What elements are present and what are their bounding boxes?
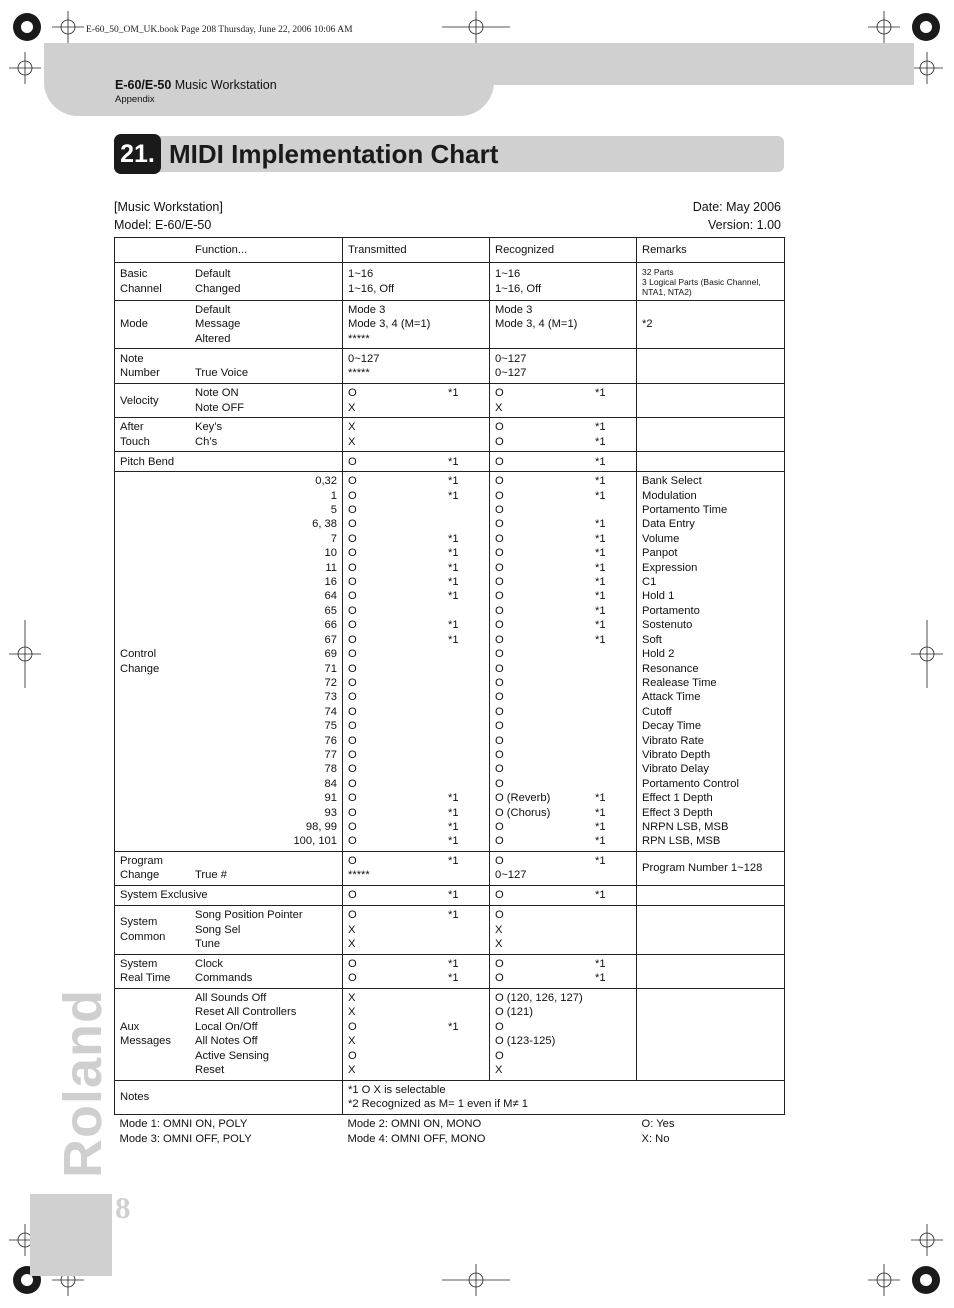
crosshair-icon (442, 11, 510, 43)
table-row: Note Number True Voice 0~127 ***** 0~127 0~127 (115, 349, 785, 384)
control-change-row: Control Change 0,32 1 5 6, 38 7 10 11 16 64 65 66 67 69 71 72 73 74 75 76 77 78 84 91 93 98, 99 100, 101 O O O O O O O O O O O O O O O O O O O O O O O O O O *1 *1 *1 *1 *1 *1 *1 *1 *1 *1 *1 *1 *1 O O O O O O O O O O O O O O O O O O O O O O O (Reverb) O (Chorus) O O *1 *1 *1 *1 *1 *1 *1 *1 *1 *1 *1 *1 *1 *1 *1 Bank Select Modulation Portamento Time Data Entry Volume Panpot Expression C1 Hold 1 Portamento Sostenuto Soft Hold 2 Resonance Realease Time Attack Time Cutoff Decay Time Vibrato Rate Vibrato Depth Vibrato Delay Portamento Control Effect 1 Depth Effect 3 Depth NRPN LSB, MSB RPN LSB, MSB (115, 472, 785, 852)
table-row: Aux Messages All Sounds Off Reset All Controllers Local On/Off All Notes Off Active Sensing Reset X X O X O X *1 O (120, 126, 127) O (121) O O (123-125) O X (115, 988, 785, 1080)
table-row: System Common Song Position Pointer Song Sel Tune O X X *1 O X X (115, 905, 785, 954)
cc-tx-cell: O (348, 532, 357, 545)
crosshair-icon (9, 620, 41, 688)
table-row: System Real Time Clock Commands O O *1 *1 O O *1 *1 (115, 954, 785, 988)
cc-txn-cell: *1 (448, 532, 459, 545)
cc-rxn-cell (595, 748, 631, 762)
cc-rem-cell: RPN LSB, MSB (642, 835, 721, 848)
cc-rx-cell: O (495, 489, 504, 502)
cc-tx-cell: O (348, 648, 357, 661)
cc-rx-cell: O (495, 633, 504, 646)
col-transmitted: Transmitted (343, 238, 490, 263)
cc-tx-cell: O (348, 489, 357, 502)
cc-num-cell: 10 (324, 547, 337, 560)
table-row: Basic Channel Default Changed 1~16 1~16, Off 1~16 1~16, Off 32 Parts 3 Logical Parts (Basic Channel, NTA1, NTA2) (115, 263, 785, 301)
cc-rxn-cell (595, 676, 631, 690)
page-number: 208 (80, 1190, 133, 1225)
cc-num-cell: 66 (324, 619, 337, 632)
cc-rx-cell: O (495, 604, 504, 617)
cc-rem-cell: Hold 2 (642, 648, 675, 661)
cc-num-cell: 65 (324, 604, 337, 617)
cc-tx-cell: O (348, 547, 357, 560)
cc-num-cell: 75 (324, 720, 337, 733)
meta-model: Model: E-60/E-50 (114, 218, 212, 232)
crosshair-icon (911, 1224, 943, 1256)
cc-rem-cell: Expression (642, 561, 698, 574)
cc-rxn-cell: *1 (595, 792, 606, 805)
cc-rx-cell: O (495, 720, 504, 733)
cc-num-cell: 73 (324, 691, 337, 704)
cc-rem-cell: Portamento (642, 604, 700, 617)
cc-num-cell: 100, 101 (293, 835, 337, 848)
meta-version: Version: 1.00 (708, 218, 781, 232)
cc-rxn-cell (595, 762, 631, 776)
cc-rx-cell: O (495, 619, 504, 632)
cc-tx-cell: O (348, 734, 357, 747)
cc-num-cell: 77 (324, 748, 337, 761)
cc-rxn-cell: *1 (595, 633, 606, 646)
cc-rx-cell: O (495, 734, 504, 747)
cc-tx-cell: O (348, 561, 357, 574)
cc-rem-cell: Data Entry (642, 518, 695, 531)
cc-rxn-cell: *1 (595, 835, 606, 848)
cc-rxn-cell: *1 (595, 604, 606, 617)
cc-txn-cell: *1 (448, 633, 459, 646)
table-row: After Touch Key’s Ch’s X X O O *1 *1 (115, 418, 785, 452)
table-row: System Exclusive O *1 O *1 (115, 885, 785, 905)
cc-rem-cell: C1 (642, 576, 657, 589)
cc-txn-cell: *1 (448, 835, 459, 848)
cc-txn-cell: *1 (448, 792, 459, 805)
cc-txn-cell (448, 690, 484, 704)
cc-rxn-cell (595, 662, 631, 676)
cc-tx-cell: O (348, 590, 357, 603)
cc-rem-cell: Resonance (642, 662, 699, 675)
cc-rx-cell: O (495, 576, 504, 589)
cc-num-cell: 98, 99 (305, 820, 337, 833)
cc-num-cell: 78 (324, 763, 337, 776)
col-remarks: Remarks (637, 238, 785, 263)
crosshair-icon (868, 11, 900, 43)
cc-rxn-cell: *1 (595, 532, 606, 545)
cc-rx-cell: O (495, 475, 504, 488)
col-function: Function... (115, 238, 343, 263)
cc-txn-cell: *1 (448, 619, 459, 632)
cc-txn-cell (448, 662, 484, 676)
cc-rem-cell: Soft (642, 633, 662, 646)
cc-rem-cell: Panpot (642, 547, 678, 560)
cc-num-cell: 67 (324, 633, 337, 646)
cc-rx-cell: O (495, 763, 504, 776)
table-header-row (115, 238, 785, 263)
cc-tx-cell: O (348, 504, 357, 517)
cc-txn-cell (448, 647, 484, 661)
cc-rx-cell: O (Chorus) (495, 806, 551, 819)
cc-rxn-cell: *1 (595, 576, 606, 589)
table-row: Velocity Note ON Note OFF O X *1 O X *1 (115, 384, 785, 418)
cc-rxn-cell: *1 (595, 806, 606, 819)
cc-rx-cell: O (495, 590, 504, 603)
cc-rx-cell: O (495, 518, 504, 531)
cc-tx-cell: O (348, 777, 357, 790)
cc-rem-cell: Modulation (642, 489, 697, 502)
cc-tx-cell: O (348, 806, 357, 819)
cc-txn-cell: *1 (448, 806, 459, 819)
cc-rxn-cell: *1 (595, 489, 606, 502)
cc-rem-cell: Vibrato Delay (642, 763, 709, 776)
cc-rx-cell: O (495, 561, 504, 574)
cc-txn-cell: *1 (448, 475, 459, 488)
cc-num-cell: 76 (324, 734, 337, 747)
cc-num-cell: 74 (324, 705, 337, 718)
table-row: Program Change True # O ***** *1 O 0~127 *1 Program Number 1~128 (115, 851, 785, 885)
cc-txn-cell: *1 (448, 547, 459, 560)
cc-rxn-cell (595, 503, 631, 517)
cc-rxn-cell (595, 734, 631, 748)
cc-rxn-cell (595, 705, 631, 719)
crosshair-icon (52, 11, 84, 43)
cc-rx-cell: O (495, 676, 504, 689)
cc-rx-cell: O (495, 820, 504, 833)
cc-tx-cell: O (348, 705, 357, 718)
chapter-number: 21. (114, 134, 161, 174)
cc-rem-cell: Effect 3 Depth (642, 806, 713, 819)
cc-tx-cell: O (348, 662, 357, 675)
midi-implementation-table (114, 237, 785, 1148)
cc-num-cell: 69 (324, 648, 337, 661)
cc-rx-cell: O (495, 835, 504, 848)
cc-rx-cell: O (495, 777, 504, 790)
book-info: E-60_50_OM_UK.book Page 208 Thursday, June 22, 2006 10:06 AM (86, 25, 353, 35)
legend-row: Mode 1: OMNI ON, POLY Mode 3: OMNI OFF, POLY Mode 2: OMNI ON, MONO Mode 4: OMNI OFF, MONO O: Yes X: No (119, 1118, 675, 1145)
cc-num-cell: 91 (324, 792, 337, 805)
cc-tx-cell: O (348, 748, 357, 761)
cc-txn-cell (448, 604, 484, 618)
cc-rem-cell: Decay Time (642, 720, 702, 733)
cc-num-cell: 72 (324, 676, 337, 689)
cc-rxn-cell: *1 (595, 475, 606, 488)
cc-rx-cell: O (495, 504, 504, 517)
cc-txn-cell (448, 676, 484, 690)
cc-tx-cell: O (348, 820, 357, 833)
cc-num-cell: 5 (330, 504, 337, 517)
cc-txn-cell (448, 503, 484, 517)
cc-rxn-cell (595, 719, 631, 733)
cc-num-cell: 93 (324, 806, 337, 819)
cc-tx-cell: O (348, 576, 357, 589)
crosshair-icon (9, 52, 41, 84)
cc-txn-cell: *1 (448, 820, 459, 833)
product-name: E-60/E-50 Music Workstation (115, 78, 277, 92)
cc-num-cell: 84 (324, 777, 337, 790)
cc-num-cell: 0,32 (315, 475, 337, 488)
roland-logo: Roland (53, 989, 113, 1178)
cc-rxn-cell: *1 (595, 820, 606, 833)
cc-tx-cell: O (348, 763, 357, 776)
notes-row: Notes *1 O X is selectable *2 Recognized as M= 1 even if M≠ 1 (115, 1080, 785, 1114)
cc-txn-cell (448, 719, 484, 733)
cc-rxn-cell (595, 647, 631, 661)
cc-rxn-cell: *1 (595, 561, 606, 574)
cc-rem-cell: Portamento Time (642, 504, 728, 517)
section-label: Appendix (115, 94, 155, 105)
cc-txn-cell (448, 748, 484, 762)
cc-txn-cell (448, 705, 484, 719)
cc-rem-cell: Vibrato Rate (642, 734, 704, 747)
cc-rx-cell: O (495, 532, 504, 545)
cc-rxn-cell: *1 (595, 518, 606, 531)
cc-txn-cell: *1 (448, 576, 459, 589)
col-recognized: Recognized (490, 238, 637, 263)
cc-rxn-cell: *1 (595, 547, 606, 560)
cc-rem-cell: Volume (642, 532, 680, 545)
cc-txn-cell (448, 777, 484, 791)
cc-txn-cell (448, 734, 484, 748)
cc-txn-cell: *1 (448, 590, 459, 603)
cc-rem-cell: Cutoff (642, 705, 672, 718)
cc-tx-cell: O (348, 676, 357, 689)
cc-txn-cell: *1 (448, 489, 459, 502)
table-row: Pitch Bend O *1 O *1 (115, 452, 785, 472)
cc-num-cell: 64 (324, 590, 337, 603)
cc-tx-cell: O (348, 518, 357, 531)
cc-num-cell: 16 (324, 576, 337, 589)
crosshair-icon (442, 1264, 510, 1296)
cc-rem-cell: Attack Time (642, 691, 701, 704)
meta-date: Date: May 2006 (692, 200, 781, 214)
cc-rx-cell: O (Reverb) (495, 792, 551, 805)
cc-txn-cell (448, 517, 484, 531)
crosshair-icon (868, 1264, 900, 1296)
table-row: Mode Default Message Altered Mode 3 Mode 3, 4 (M=1) ***** Mode 3 Mode 3, 4 (M=1) *2 (115, 301, 785, 349)
cc-rem-cell: Hold 1 (642, 590, 675, 603)
cc-rem-cell: Effect 1 Depth (642, 792, 713, 805)
cc-rem-cell: NRPN LSB, MSB (642, 820, 729, 833)
cc-txn-cell: *1 (448, 561, 459, 574)
cc-rx-cell: O (495, 705, 504, 718)
cc-txn-cell (448, 762, 484, 776)
cc-rem-cell: Portamento Control (642, 777, 740, 790)
cc-num-cell: 6, 38 (312, 518, 337, 531)
cc-rxn-cell (595, 777, 631, 791)
cc-rem-cell: Bank Select (642, 475, 702, 488)
cc-rx-cell: O (495, 662, 504, 675)
cc-rem-cell: Sostenuto (642, 619, 693, 632)
crosshair-icon (911, 620, 943, 688)
page-title: MIDI Implementation Chart (169, 139, 499, 169)
cc-num-cell: 11 (325, 561, 337, 574)
cc-rx-cell: O (495, 748, 504, 761)
cc-rx-cell: O (495, 648, 504, 661)
cc-num-cell: 71 (324, 662, 337, 675)
cc-tx-cell: O (348, 475, 357, 488)
cc-rxn-cell: *1 (595, 619, 606, 632)
cc-rxn-cell (595, 690, 631, 704)
cc-tx-cell: O (348, 619, 357, 632)
cc-rx-cell: O (495, 691, 504, 704)
cc-rem-cell: Realease Time (642, 676, 717, 689)
cc-tx-cell: O (348, 604, 357, 617)
crosshair-icon (911, 52, 943, 84)
cc-tx-cell: O (348, 720, 357, 733)
cc-num-cell: 1 (330, 489, 337, 502)
cc-rem-cell: Vibrato Depth (642, 748, 711, 761)
cc-rx-cell: O (495, 547, 504, 560)
cc-tx-cell: O (348, 691, 357, 704)
meta-device: [Music Workstation] (114, 200, 223, 214)
cc-tx-cell: O (348, 633, 357, 646)
cc-num-cell: 7 (330, 532, 337, 545)
cc-rxn-cell: *1 (595, 590, 606, 603)
cc-tx-cell: O (348, 835, 357, 848)
cc-tx-cell: O (348, 792, 357, 805)
